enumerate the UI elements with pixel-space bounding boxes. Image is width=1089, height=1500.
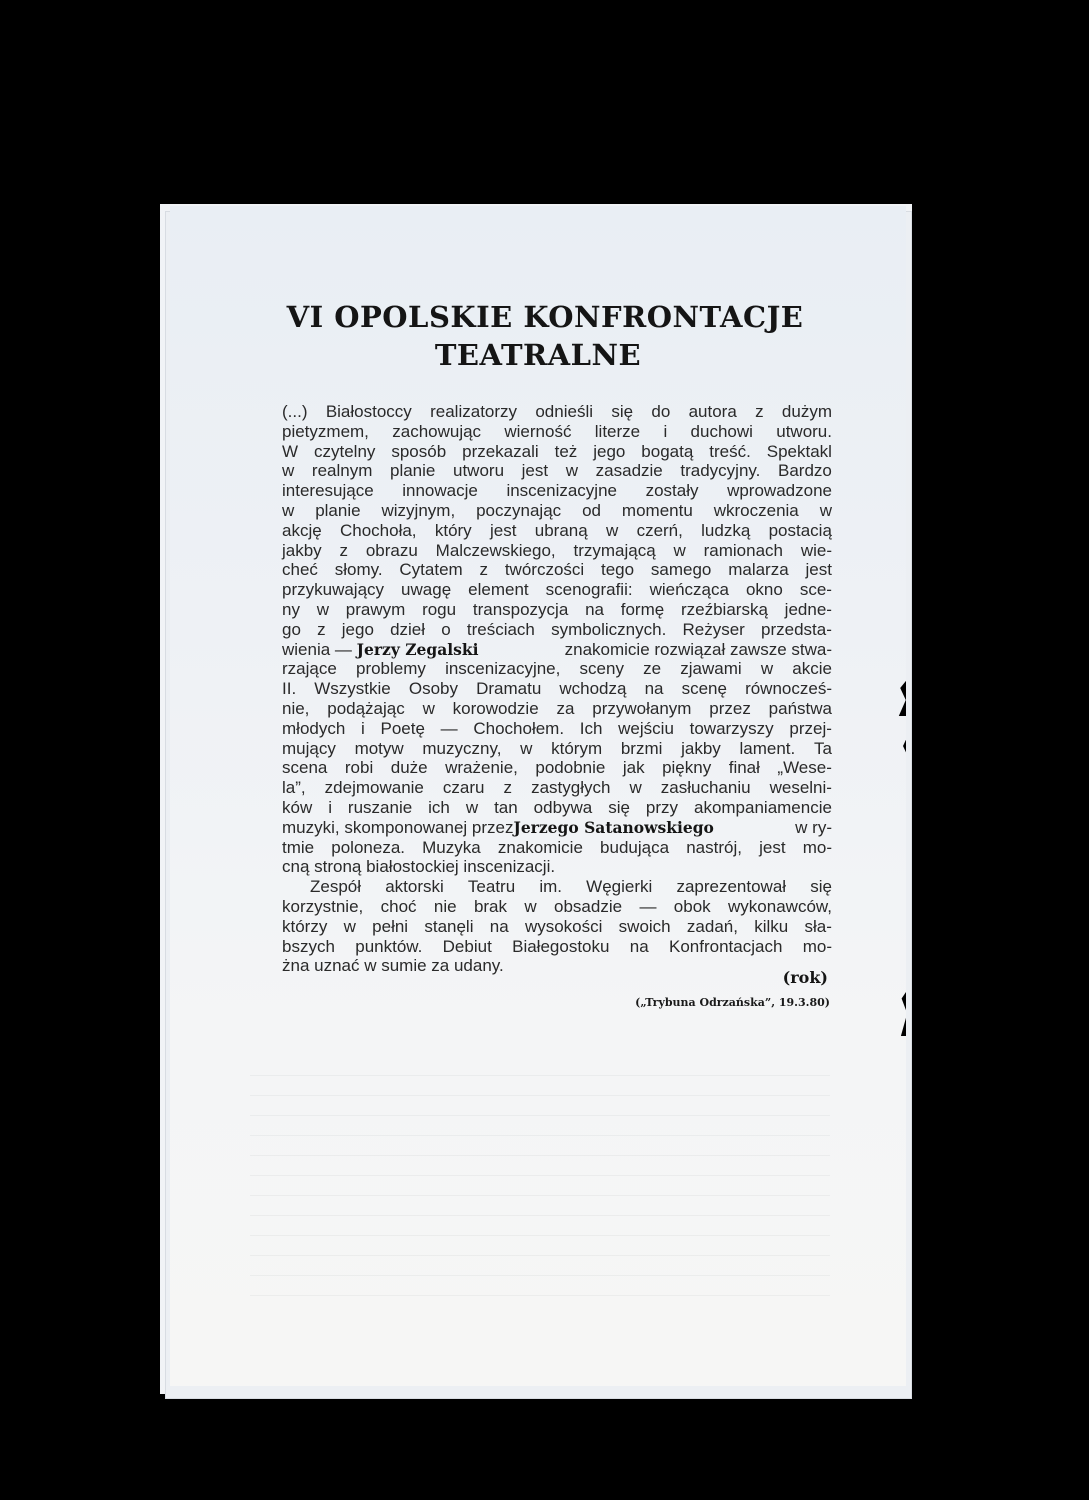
text-line: jakby z obrazu Malczewskiego, trzymającą w ramionach wie- <box>282 540 832 560</box>
text-line: go z jego dzieł o treściach symbolicznych. Reżyser przedsta- <box>282 619 832 639</box>
text-line: bszych punktów. Debiut Białegostoku na Konfrontacjach mo- <box>282 936 832 956</box>
text-line: żna uznać w sumie za udany. <box>282 956 504 976</box>
director-name: Jerzy Zegalski <box>356 639 479 659</box>
title-line-2: TEATRALNE <box>434 338 642 372</box>
text-line: pietyzmem, zachowując wierność literze i duchowi utworu. <box>282 421 832 441</box>
text-line: ków i ruszanie ich w tan odbywa się przy akompaniamencie <box>282 797 832 817</box>
text-line: tmie poloneza. Muzyka znakomicie budująca nastrój, jest mo- <box>282 837 832 857</box>
text-line: mujący motyw muzyczny, w którym brzmi jakby lament. Ta <box>282 738 832 758</box>
text-line: wienia — Jerzy Zegalski znakomicie rozwiązał zawsze stwa- <box>282 639 832 659</box>
title-line-1: VI OPOLSKIE KONFRONTACJE <box>286 300 804 334</box>
text-line: W czytelny sposób przekazali też jego bogatą treść. Spektakl <box>282 441 832 461</box>
text-line: przykuwający uwagę element scenografii: wieńcząca okno sce- <box>282 580 832 600</box>
text-line: (...) Białostoccy realizatorzy odnieśli się do autora z dużym <box>282 402 832 421</box>
text-line: którzy w pełni stanęli na wysokości swoich zadań, kilku sła- <box>282 916 832 936</box>
composer-name: Jerzego Satanowskiego <box>513 817 714 837</box>
text-line: korzystnie, choć nie brak w obsadzie — obok wykonawców, <box>282 896 832 916</box>
text-line: w planie wizyjnym, poczynając od momentu wkroczenia w <box>282 500 832 520</box>
text-line: akcję Chochoła, który jest ubraną w czerń, ludzką postacią <box>282 520 832 540</box>
article-title <box>170 298 906 374</box>
text-line: II. Wszystkie Osoby Dramatu wchodzą na scenę równocześ- <box>282 679 832 699</box>
text-line: interesujące innowacje inscenizacyjne zostały wprowadzone <box>282 481 832 501</box>
torn-edge <box>896 731 906 761</box>
text-line: w realnym planie utworu jest w zasadzie tradycyjny. Bardzo <box>282 461 832 481</box>
text-line: la”, zdejmowanie czaru z zastygłych w zasłuchaniu weselni- <box>282 778 832 798</box>
source-citation: („Trybuna Odrzańska”, 19.3.80) <box>635 996 830 1009</box>
printed-page <box>170 206 906 1386</box>
torn-edge <box>896 676 906 716</box>
text-line: nie, podążając w korowodzie za przywołanym przez państwa <box>282 698 832 718</box>
text-line: cną stroną białostockiej inscenizacji. <box>282 857 556 877</box>
author-signature: (rok) <box>782 968 828 987</box>
torn-edge <box>896 986 906 1036</box>
bleed-through-text <box>250 1056 830 1296</box>
text-line: rzające problemy inscenizacyjne, sceny ze zjawami w akcie <box>282 659 832 679</box>
text-line: cheć słomy. Cytatem z twórczości tego samego malarza jest <box>282 560 832 580</box>
text-line: młodych i Poetę — Chochołem. Ich wejściu towarzyszy przej- <box>282 718 832 738</box>
text-line: ny w prawym rogu transpozycja na formę rzeźbiarską jedne- <box>282 599 832 619</box>
text-line: Zespół aktorski Teatru im. Węgierki zaprezentował się <box>310 877 832 897</box>
text-line: muzyki, skomponowanej przez Jerzego Satanowskiego w ry- <box>282 817 832 837</box>
article-body <box>282 402 832 976</box>
text-line: scena robi duże wrażenie, podobnie jak piękny finał „Wese- <box>282 758 832 778</box>
